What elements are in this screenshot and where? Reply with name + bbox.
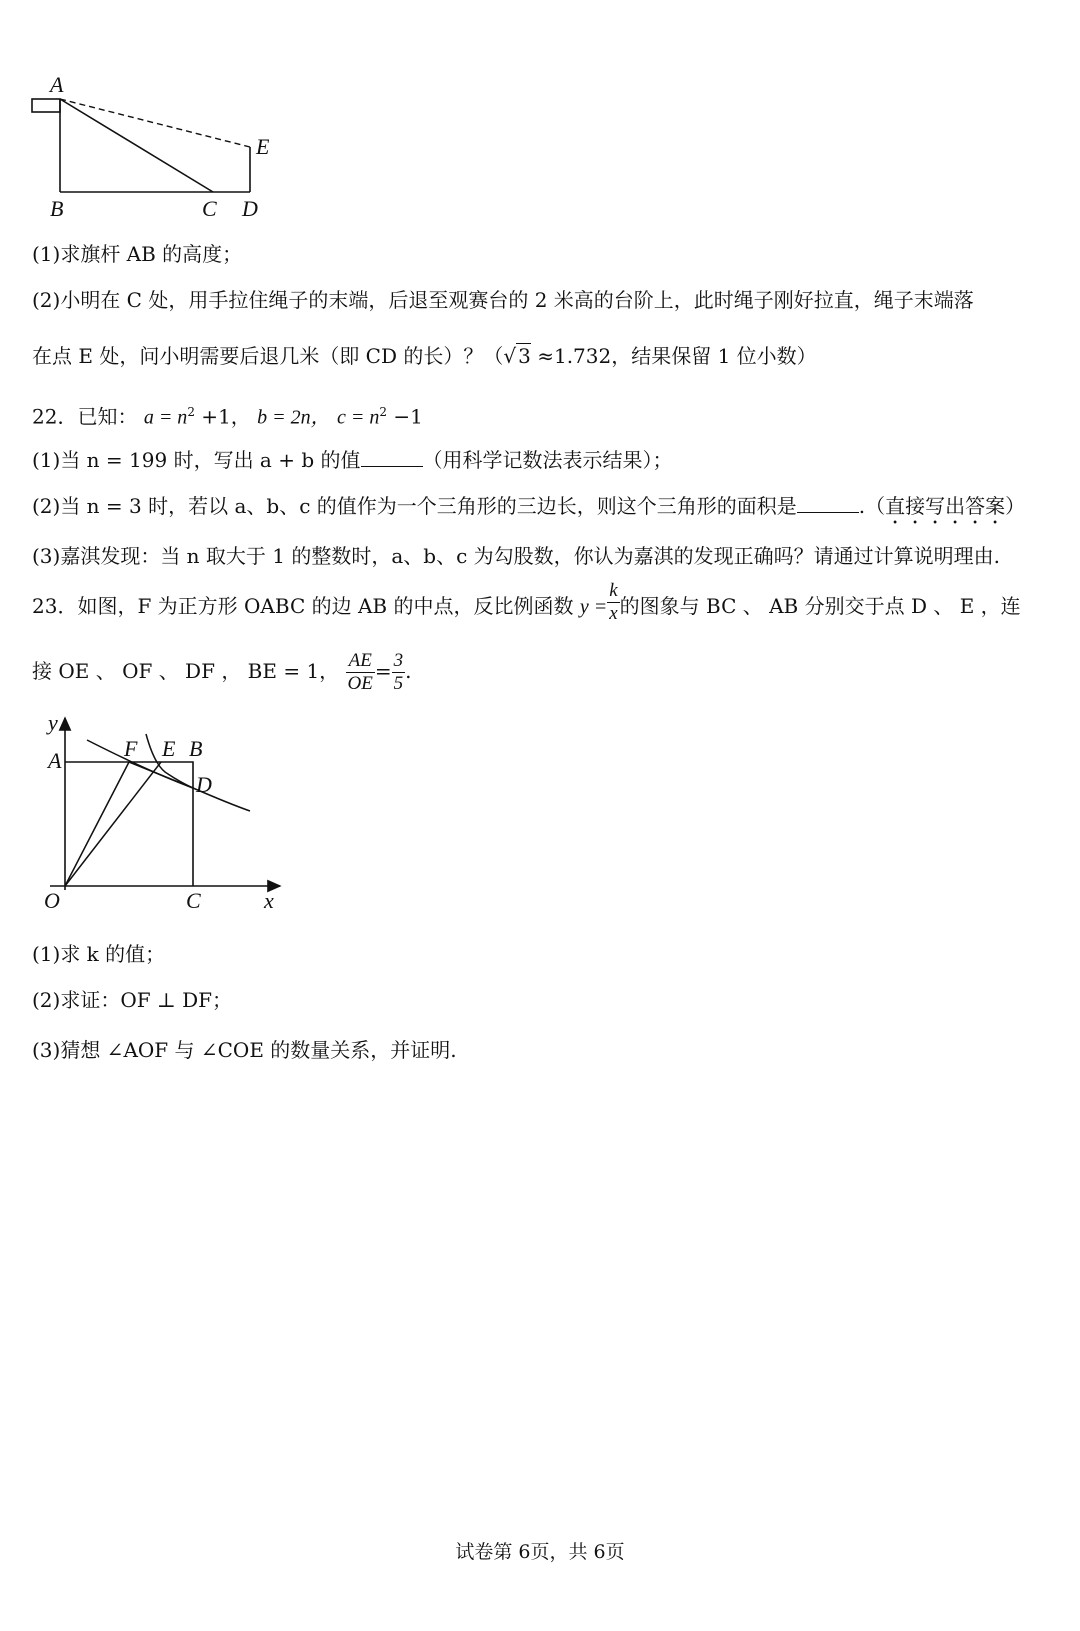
- q22-a-sq: 2: [187, 405, 195, 419]
- q22-part2: [32, 492, 1025, 529]
- q23-line2-prefix: 接 OE 、 OF 、 DF ， BE = 1，: [32, 659, 340, 683]
- ratio-ae-oe: [346, 650, 375, 695]
- q21-part2-prefix: 在点 E 处，问小明需要后退几米（即 CD 的长）？（: [32, 344, 504, 368]
- q21-part2-suffix: ≈1.732，结果保留 1 位小数）: [530, 344, 817, 368]
- q23-part3: (3)猜想 ∠AOF 与 ∠COE 的数量关系，并证明.: [32, 1038, 457, 1062]
- fig1-label-C: C: [202, 196, 217, 221]
- q22-part3: (3)嘉淇发现：当 n 取大于 1 的整数时，a、b、c 为勾股数，你认为嘉淇的发现正确吗？请通过计算说明理由.: [32, 544, 1001, 568]
- rope-AC: [60, 99, 213, 192]
- q22-part1-suffix: （用科学记数法表示结果）；: [422, 448, 673, 472]
- q22-b: b = 2n，: [257, 406, 331, 429]
- fig2-label-O: O: [44, 888, 60, 913]
- q22-part1-prefix: (1)当 n = 199 时，写出 a + b 的值: [32, 448, 361, 472]
- fig1-label-D: D: [242, 196, 258, 221]
- q22-stem: [32, 398, 423, 432]
- ratio-num: AE: [346, 650, 375, 673]
- q23-stem-suffix: 的图象与 BC 、 AB 分别交于点 D 、 E ，连: [619, 594, 1021, 618]
- q22-part2-emphasis: 直接写出答案: [885, 494, 1006, 518]
- ratio-eq: =: [374, 659, 392, 683]
- q23-y-eq: y =: [579, 596, 608, 618]
- q23-part1: (1)求 k 的值；: [32, 942, 166, 966]
- fig1-label-B: B: [50, 196, 64, 221]
- answer-blank-2[interactable]: [797, 492, 859, 513]
- q21-part1: (1)求旗杆 AB 的高度；: [32, 242, 243, 266]
- segment-OF: [65, 762, 129, 886]
- q22-prefix: 22．已知：: [32, 404, 138, 429]
- fig2-label-F: F: [124, 736, 138, 761]
- q22-a: a = n: [143, 406, 188, 429]
- q22-part2-prefix: (2)当 n = 3 时，若以 a、b、c 的值作为一个三角形的三边长，则这个三角形的面积是: [32, 494, 797, 518]
- ratio-value: [392, 650, 406, 695]
- q23-stem-line2: [32, 650, 412, 695]
- q22-c-sq: 2: [379, 405, 388, 419]
- q21-part2-line1: (2)小明在 C 处，用手拉住绳子的末端，后退至观赛台的 2 米高的台阶上，此时绳子刚好拉直，绳子末端落: [32, 288, 974, 312]
- fig2-label-A: A: [48, 748, 62, 773]
- fig2-label-y: y: [48, 710, 58, 735]
- segment-OE: [65, 762, 161, 886]
- flag-box: [32, 99, 60, 112]
- sqrt-sign: √: [503, 344, 517, 368]
- fig1-label-E: E: [256, 134, 270, 159]
- segment-FD: [129, 762, 193, 788]
- frac-num-k: k: [609, 580, 618, 601]
- fig2-label-E: E: [162, 736, 176, 761]
- fig2-label-B: B: [189, 736, 203, 761]
- rope-AE-dashed: [60, 99, 250, 147]
- ratio-den: OE: [347, 673, 373, 694]
- fig1-label-A: A: [50, 72, 64, 97]
- q23-k-over-x: [607, 580, 619, 625]
- q22-part2-end: ）: [1005, 494, 1026, 518]
- page-footer: 试卷第 6页，共 6页: [455, 1541, 625, 1563]
- q22-c-tail: −1: [387, 404, 423, 429]
- fig2-label-D: D: [196, 772, 212, 797]
- fig2-label-x: x: [264, 888, 274, 913]
- q23-part2: (2)求证：OF ⊥ DF；: [32, 988, 233, 1012]
- q22-part2-mid: .（: [858, 494, 886, 518]
- q23-stem-prefix: 23．如图，F 为正方形 OABC 的边 AB 的中点，反比例函数: [32, 594, 574, 618]
- value-num: 3: [393, 650, 404, 671]
- q22-a-tail: +1，: [194, 404, 251, 429]
- value-den: 5: [393, 673, 404, 694]
- sqrt-radicand: 3: [518, 344, 531, 368]
- q23-period: .: [405, 659, 412, 683]
- frac-den-x: x: [609, 603, 618, 624]
- q21-part2-line2: [32, 342, 817, 370]
- answer-blank-1[interactable]: [361, 446, 423, 467]
- fig2-label-C: C: [186, 888, 201, 913]
- q22-part1: [32, 446, 673, 474]
- q22-c: c = n: [337, 406, 380, 429]
- q23-stem-line1: [32, 580, 1021, 625]
